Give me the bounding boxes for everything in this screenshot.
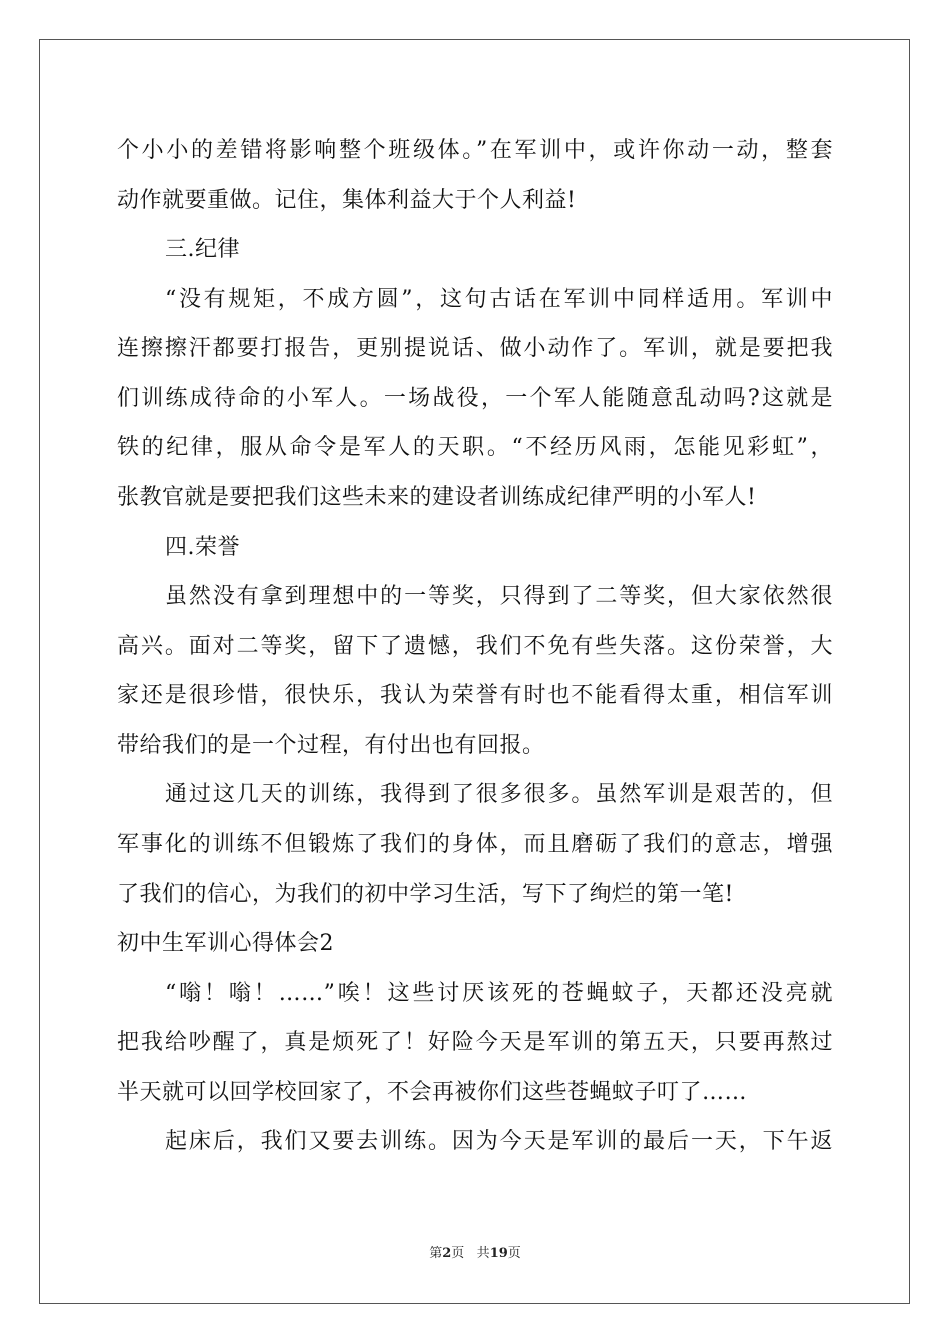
section-heading: 四.荣誉 <box>165 535 240 560</box>
page-prefix: 第 <box>429 1246 443 1261</box>
total-pages: 19 <box>489 1246 508 1261</box>
text-line: 军事化的训练不但锻炼了我们的身体，而且磨砺了我们的意志，增强 <box>117 832 833 857</box>
section-heading: 三.纪律 <box>165 237 240 262</box>
total-suffix: 页 <box>507 1246 521 1261</box>
text-line: 带给我们的是一个过程，有付出也有回报。 <box>117 733 545 758</box>
page-frame <box>39 39 910 1304</box>
text-line: 张教官就是要把我们这些未来的建设者训练成纪律严明的小军人! <box>117 485 757 510</box>
page-suffix: 页 <box>451 1246 465 1261</box>
text-line: 虽然没有拿到理想中的一等奖，只得到了二等奖，但大家依然很 <box>165 584 833 609</box>
text-line: 高兴。面对二等奖，留下了遗憾，我们不免有些失落。这份荣誉，大 <box>117 634 833 659</box>
text-line: 铁的纪律，服从命令是军人的天职。“不经历风雨，怎能见彩虹”， <box>117 435 833 460</box>
text-line: 通过这几天的训练，我得到了很多很多。虽然军训是艰苦的，但 <box>165 782 833 807</box>
article-title: 初中生军训心得体会2 <box>117 931 334 956</box>
text-line: 把我给吵醒了，真是烦死了！好险今天是军训的第五天，只要再熬过 <box>117 1030 833 1055</box>
text-line: 连擦擦汗都要打报告，更别提说话、做小动作了。军训，就是要把我 <box>117 336 833 361</box>
text-line: 家还是很珍惜，很快乐，我认为荣誉有时也不能看得太重，相信军训 <box>117 683 833 708</box>
text-line: 起床后，我们又要去训练。因为今天是军训的最后一天，下午返 <box>165 1129 833 1154</box>
text-line: “嗡！嗡！……”唉！这些讨厌该死的苍蝇蚊子，天都还没亮就 <box>165 981 833 1006</box>
text-line: 动作就要重做。记住，集体利益大于个人利益! <box>117 188 577 213</box>
text-line: 了我们的信心，为我们的初中学习生活，写下了绚烂的第一笔! <box>117 882 734 907</box>
page-footer <box>0 1246 950 1262</box>
text-line: 个小小的差错将影响整个班级体。”在军训中，或许你动一动，整套 <box>117 138 833 163</box>
text-line: 们训练成待命的小军人。一场战役，一个军人能随意乱动吗?这就是 <box>117 386 833 411</box>
total-prefix: 共 <box>476 1246 490 1261</box>
text-line: 半天就可以回学校回家了，不会再被你们这些苍蝇蚊子叮了…… <box>117 1080 748 1105</box>
text-line: “没有规矩，不成方圆”，这句古话在军训中同样适用。军训中 <box>165 287 833 312</box>
page-number: 2 <box>442 1246 452 1261</box>
